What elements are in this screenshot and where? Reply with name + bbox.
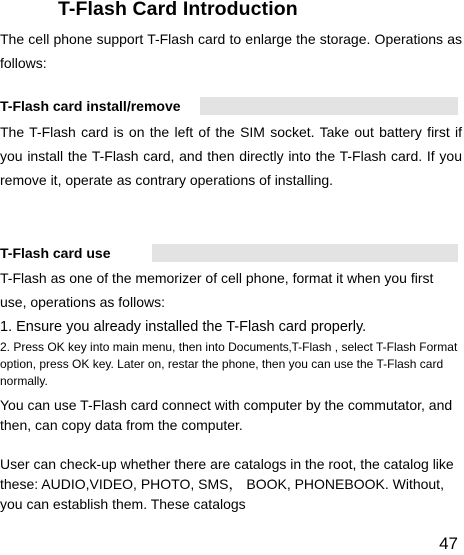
step-1: 1. Ensure you already installed the T-Flash card properly. [0, 319, 367, 335]
heading-shade-bar [152, 244, 458, 262]
section-heading-install [0, 95, 458, 118]
section-heading-install-text: T-Flash card install/remove [0, 98, 181, 114]
heading-shade-bar [200, 97, 458, 115]
step-2: 2. Press OK key into main menu, then into Documents‚T-Flash , select T-Flash Format option, press OK key. Later on, restar the phone, then you can use the T-Flash card normally. [0, 340, 458, 388]
section-heading-use [0, 242, 458, 265]
catalogs-paragraph: User can check-up whether there are catalogs in the root, the catalog like these: AUDIO,VIDEO, PHOTO, SMS， BOOK, PHONEBOOK. Without, you can establish them. These catalogs [0, 456, 454, 512]
page-number: 47 [439, 534, 458, 553]
install-paragraph: The T-Flash card is on the left of the SIM socket. Take out battery first if you install the T-Flash card, and then directly into the T-Flash card. If you remove it, operate as contrary operations of installing. [0, 124, 462, 188]
intro-paragraph: The cell phone support T-Flash card to enlarge the storage. Operations as follows: [0, 31, 462, 71]
section-heading-use-text: T-Flash card use [0, 245, 111, 261]
page-title: T-Flash Card Introduction [58, 0, 298, 20]
use-paragraph: T-Flash as one of the memorizer of cell phone, format it when you first use, operations as follows: [0, 270, 434, 310]
connect-paragraph: You can use T-Flash card connect with computer by the commutator, and then, can copy data from the computer. [0, 397, 453, 433]
